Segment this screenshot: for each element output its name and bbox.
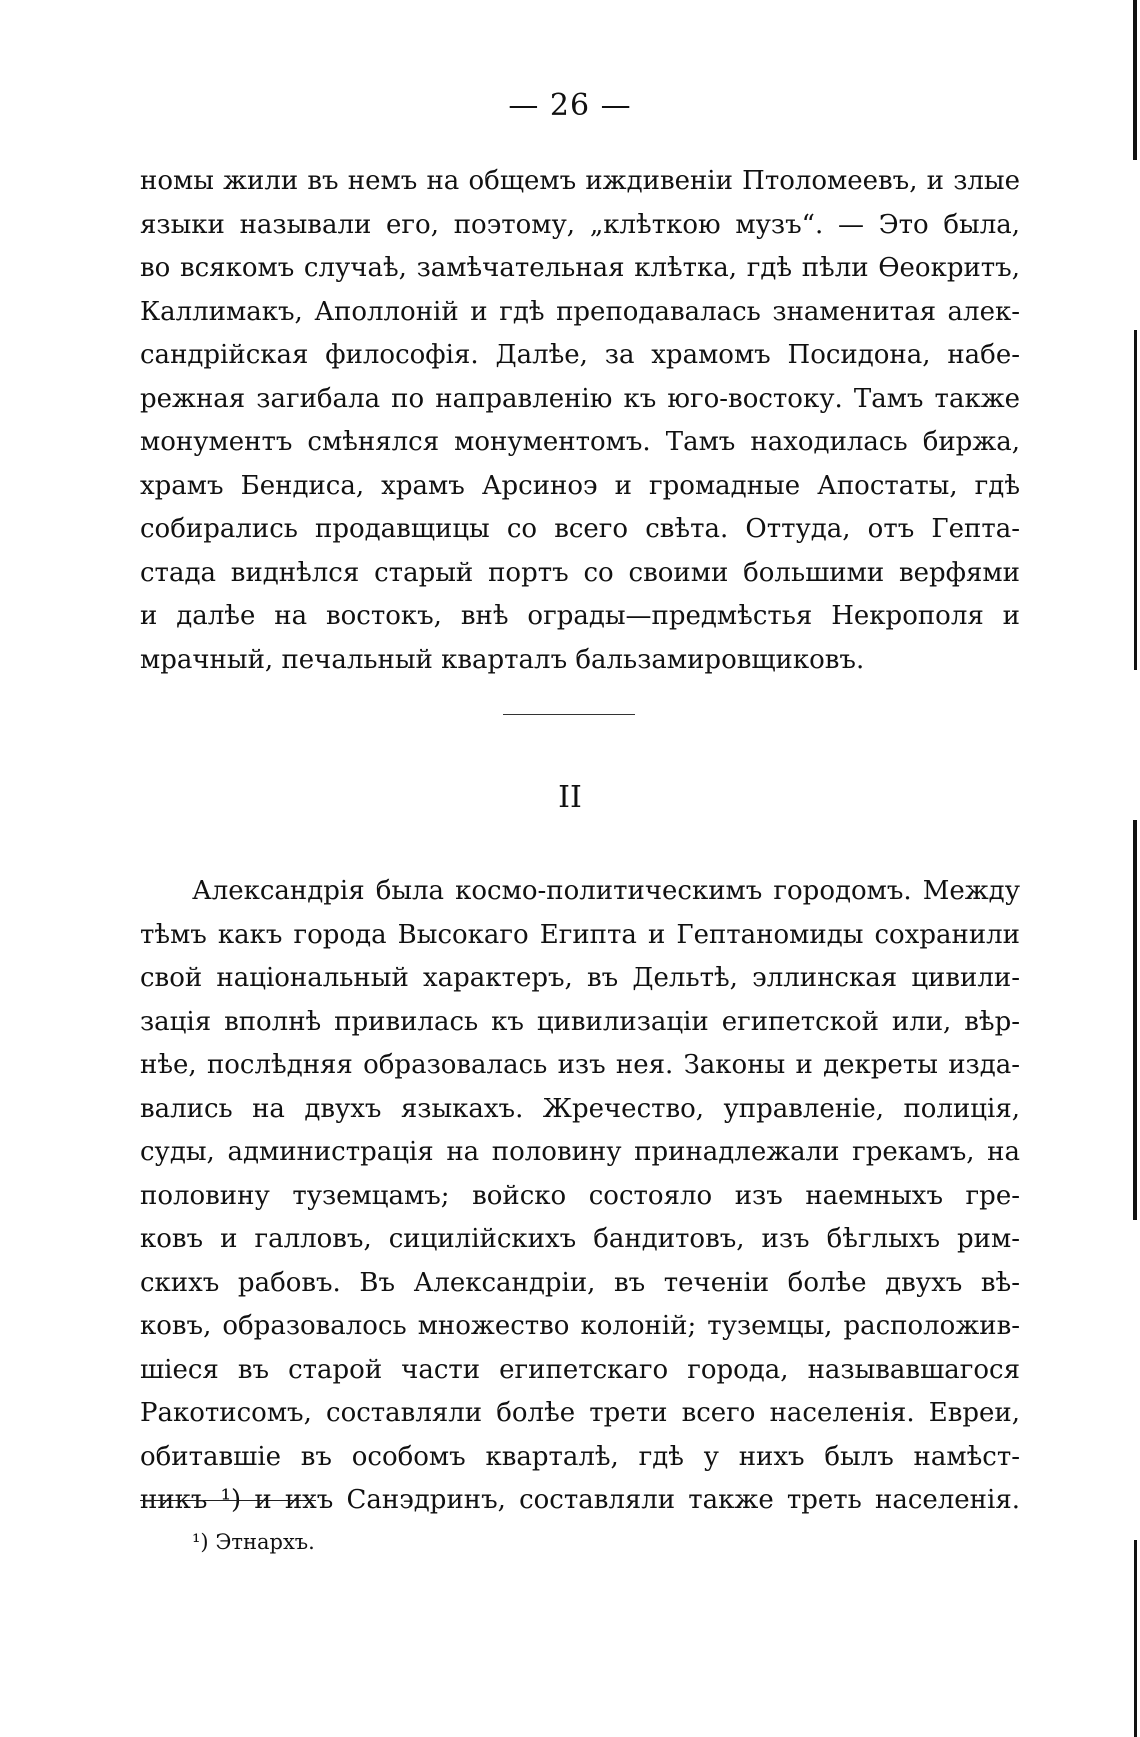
footnote <box>192 1530 315 1554</box>
scan-edge-mark <box>1134 1540 1137 1737</box>
paragraph-2 <box>140 870 1020 1523</box>
text-line: скихъ рабовъ. Въ Александрiи, въ теченiи болѣе двухъ вѣ- <box>140 1267 1020 1298</box>
text-line: нѣе, послѣдняя образовалась изъ нея. Законы и декреты изда- <box>140 1050 1020 1080</box>
page-number: — 26 — <box>508 88 632 123</box>
text-line: суды, администрацiя на половину принадлежали грекамъ, на <box>140 1137 1020 1167</box>
text-line: зацiя вполнѣ привилась къ цивилизацiи египетской или, вѣр- <box>140 1006 1020 1037</box>
section-divider <box>503 714 635 715</box>
text-line: тѣмъ какъ города Высокаго Египта и Гептаномиды сохранили <box>140 919 1020 950</box>
text-line: стада виднѣлся старый портъ со своими большими верфями <box>140 557 1020 588</box>
text-line: собирались продавщицы со всего свѣта. Оттуда, отъ Гепта- <box>140 514 1020 544</box>
text-line: Каллимакъ, Аполлонiй и гдѣ преподавалась знаменитая алек- <box>140 296 1020 327</box>
text-line: никъ ¹) и ихъ Санэдринъ, составляли также треть населенiя. <box>140 1485 1020 1515</box>
text-line: вались на двухъ языкахъ. Жречество, управленiе, полицiя, <box>140 1093 1020 1124</box>
footnote-marker: ¹) <box>192 1530 209 1554</box>
text-line: ковъ, образовалось множество колонiй; туземцы, расположив- <box>140 1311 1020 1341</box>
text-line: номы жили въ немъ на общемъ иждивенiи Птоломеевъ, и злые <box>140 166 1020 196</box>
section-heading: II <box>558 780 582 815</box>
text-line: во всякомъ случаѣ, замѣчательная клѣтка, гдѣ пѣли Өеокритъ, <box>140 253 1020 283</box>
footnote-text: Этнархъ. <box>215 1530 315 1554</box>
text-line: Александрiя была космо-политическимъ городомъ. Между <box>192 876 1020 906</box>
scan-edge-mark <box>1133 0 1137 160</box>
text-line: ковъ и галловъ, сицилiйскихъ бандитовъ, изъ бѣглыхъ рим- <box>140 1224 1020 1254</box>
text-line: сандрiйская философiя. Далѣе, за храмомъ Посидона, набе- <box>140 340 1020 370</box>
scan-edge-mark <box>1134 330 1137 670</box>
text-line: мрачный, печальный кварталъ бальзамировщиковъ. <box>140 644 865 675</box>
text-line: храмъ Бендиса, храмъ Арсиноэ и громадные Апостаты, гдѣ <box>140 470 1020 501</box>
paragraph-1 <box>140 160 1020 682</box>
text-line: и далѣе на востокъ, внѣ ограды—предмѣстья Некрополя и <box>140 601 1020 631</box>
text-line: обитавшiе въ особомъ кварталѣ, гдѣ у нихъ былъ намѣст- <box>140 1441 1020 1472</box>
text-line: языки называли его, поэтому, „клѣткою музъ“. — Это была, <box>140 209 1020 240</box>
text-line: режная загибала по направленiю къ юго-востоку. Тамъ также <box>140 383 1020 414</box>
text-line: половину туземцамъ; войско состояло изъ наемныхъ гре- <box>140 1180 1020 1211</box>
footnote-rule <box>140 1500 316 1501</box>
text-line: Ракотисомъ, составляли болѣе трети всего населенiя. Евреи, <box>140 1398 1020 1428</box>
scan-edge-mark <box>1133 820 1137 1220</box>
text-line: шiеся въ старой части египетскаго города, называвшагося <box>140 1354 1020 1385</box>
text-line: свой нацiональный характеръ, въ Дельтѣ, эллинская цивили- <box>140 963 1020 993</box>
text-line: монументъ смѣнялся монументомъ. Тамъ находилась биржа, <box>140 427 1020 457</box>
